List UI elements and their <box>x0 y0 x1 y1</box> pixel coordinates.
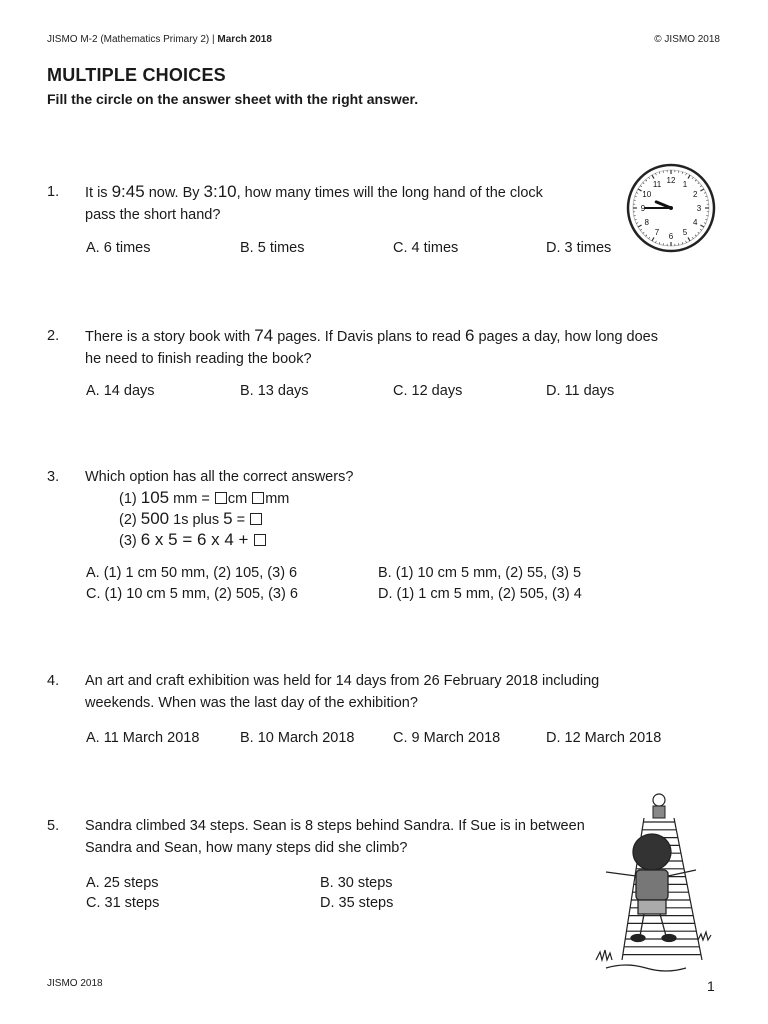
question-1-line2: pass the short hand? <box>85 207 221 223</box>
question-3-number: 3. <box>47 469 60 485</box>
clock-illustration <box>623 162 719 254</box>
question-4-option-c[interactable]: C. 9 March 2018 <box>393 730 501 746</box>
question-3-option-c[interactable]: C. (1) 10 cm 5 mm, (2) 505, (3) 6 <box>86 586 298 602</box>
clock-number: 9 <box>640 204 646 213</box>
question-4-option-a[interactable]: A. 11 March 2018 <box>86 730 200 746</box>
header-date: March 2018 <box>217 34 272 45</box>
question-3-option-d[interactable]: D. (1) 1 cm 5 mm, (2) 505, (3) 4 <box>378 586 582 602</box>
small-figure-top <box>653 794 665 818</box>
question-5-option-a[interactable]: A. 25 steps <box>86 875 159 891</box>
question-5-option-d[interactable]: D. 35 steps <box>320 895 394 911</box>
question-3-sub-3: (3) 6 x 5 = 6 x 4 + <box>119 529 267 552</box>
question-4-number: 4. <box>47 673 60 689</box>
question-4-option-d[interactable]: D. 12 March 2018 <box>546 730 662 746</box>
question-3-line1: Which option has all the correct answers? <box>85 469 354 485</box>
question-5-option-b[interactable]: B. 30 steps <box>320 875 393 891</box>
answer-box <box>254 534 266 546</box>
clock-number: 1 <box>682 179 688 189</box>
header-title: JISMO M-2 (Mathematics Primary 2) | <box>47 34 218 45</box>
question-2-option-b[interactable]: B. 13 days <box>240 383 309 399</box>
question-3-option-b[interactable]: B. (1) 10 cm 5 mm, (2) 55, (3) 5 <box>378 565 582 581</box>
clock-number: 11 <box>652 179 662 189</box>
clock-number: 5 <box>682 228 688 238</box>
question-1-option-a[interactable]: A. 6 times <box>86 240 151 256</box>
question-3-sub-2: (2) 500 1s plus 5 = <box>119 508 263 531</box>
question-5-number: 5. <box>47 818 60 834</box>
question-5-text <box>85 815 645 859</box>
question-5-line2: Sandra and Sean, how many steps did she climb? <box>85 840 408 856</box>
clock-number: 4 <box>693 218 698 227</box>
page-number: 1 <box>707 978 715 994</box>
answer-box <box>252 492 264 504</box>
question-1-option-d[interactable]: D. 3 times <box>546 240 612 256</box>
section-instruction: Fill the circle on the answer sheet with the right answer. <box>47 91 419 107</box>
question-3-sub-1: (1) 105 mm = cm mm <box>119 488 290 507</box>
question-2-text <box>85 325 725 370</box>
answer-box <box>215 492 227 504</box>
clock-number: 12 <box>666 176 676 185</box>
child-figure <box>606 834 696 942</box>
question-3-option-a[interactable]: A. (1) 1 cm 50 mm, (2) 105, (3) 6 <box>86 565 298 581</box>
question-1-option-c[interactable]: C. 4 times <box>393 240 459 256</box>
footer-left: JISMO 2018 <box>47 978 103 989</box>
question-1-option-b[interactable]: B. 5 times <box>240 240 305 256</box>
question-2-number: 2. <box>47 328 60 344</box>
question-2-option-c[interactable]: C. 12 days <box>393 383 463 399</box>
header-copyright: © JISMO 2018 <box>654 34 720 45</box>
question-1-line1: It is 9:45 now. By 3:10, how many times will the long hand of the clock <box>85 182 543 201</box>
question-2-line1: There is a story book with 74 pages. If Davis plans to read 6 pages a day, how long does <box>85 326 658 345</box>
question-5-option-c[interactable]: C. 31 steps <box>86 895 160 911</box>
clock-number: 7 <box>654 228 660 238</box>
clock-number: 6 <box>668 232 674 241</box>
clock-number: 8 <box>644 218 649 227</box>
question-2-option-d[interactable]: D. 11 days <box>546 383 615 399</box>
question-4-option-b[interactable]: B. 10 March 2018 <box>240 730 355 746</box>
header-left <box>47 34 272 45</box>
question-2-option-a[interactable]: A. 14 days <box>86 383 155 399</box>
clock-number: 2 <box>693 190 698 199</box>
clock-number: 3 <box>696 204 702 213</box>
question-4-text <box>85 670 725 714</box>
question-5-line1: Sandra climbed 34 steps. Sean is 8 steps behind Sandra. If Sue is in between <box>85 818 585 834</box>
question-4-line2: weekends. When was the last day of the exhibition? <box>85 695 418 711</box>
answer-box <box>250 513 262 525</box>
stairs-illustration <box>592 790 722 976</box>
question-1-text <box>85 181 605 226</box>
clock-center <box>669 206 673 210</box>
question-1-number: 1. <box>47 184 60 200</box>
question-4-line1: An art and craft exhibition was held for 14 days from 26 February 2018 including <box>85 673 600 689</box>
section-title: MULTIPLE CHOICES <box>47 65 226 85</box>
clock-number: 10 <box>642 190 652 199</box>
question-2-line2: he need to finish reading the book? <box>85 351 312 367</box>
